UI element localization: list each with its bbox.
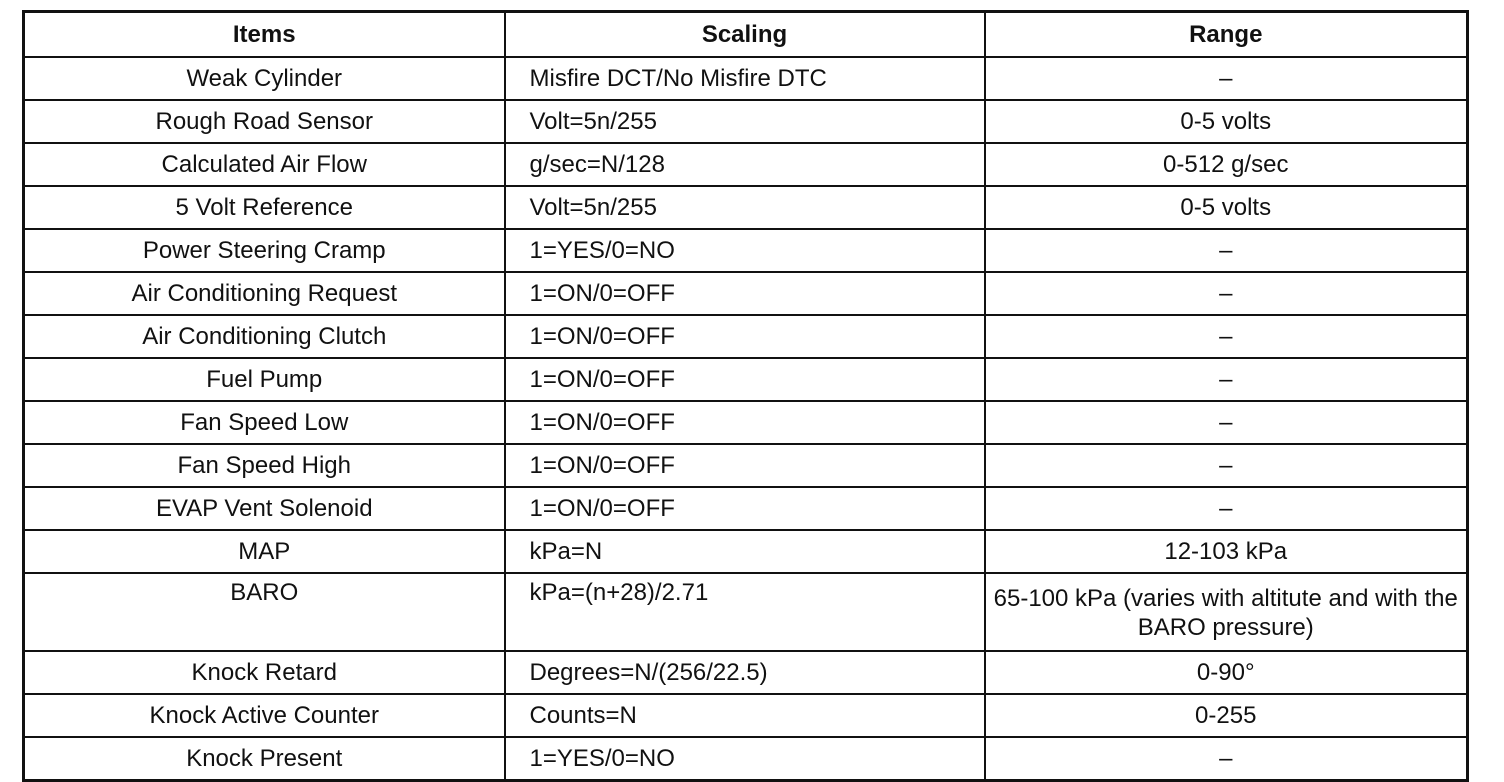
table-row: [24, 573, 1468, 651]
range-cell: –: [985, 229, 1468, 272]
range-cell: –: [985, 315, 1468, 358]
table-row: [24, 444, 1468, 487]
scaling-cell: 1=YES/0=NO: [505, 229, 985, 272]
item-cell: Knock Present: [24, 737, 505, 781]
item-cell: MAP: [24, 530, 505, 573]
range-cell: –: [985, 401, 1468, 444]
range-cell: –: [985, 444, 1468, 487]
item-cell: Fan Speed High: [24, 444, 505, 487]
scaling-cell: 1=ON/0=OFF: [505, 315, 985, 358]
scaling-cell: 1=ON/0=OFF: [505, 272, 985, 315]
item-cell: Air Conditioning Clutch: [24, 315, 505, 358]
range-cell: 0-512 g/sec: [985, 143, 1468, 186]
range-cell: 0-90°: [985, 651, 1468, 694]
range-cell: 0-5 volts: [985, 186, 1468, 229]
scaling-cell: Volt=5n/255: [505, 186, 985, 229]
range-cell: –: [985, 487, 1468, 530]
range-cell: –: [985, 737, 1468, 781]
table-row: [24, 57, 1468, 100]
range-cell: 12-103 kPa: [985, 530, 1468, 573]
column-header-range: Range: [985, 12, 1468, 58]
scaling-cell: kPa=N: [505, 530, 985, 573]
table-row: [24, 100, 1468, 143]
item-cell: Weak Cylinder: [24, 57, 505, 100]
table-row: [24, 186, 1468, 229]
item-cell: 5 Volt Reference: [24, 186, 505, 229]
table-row: [24, 143, 1468, 186]
scaling-cell: Degrees=N/(256/22.5): [505, 651, 985, 694]
scaling-cell: 1=ON/0=OFF: [505, 401, 985, 444]
table-row: [24, 229, 1468, 272]
table-row: [24, 651, 1468, 694]
scaling-cell: Misfire DCT/No Misfire DTC: [505, 57, 985, 100]
table-header-row: [24, 12, 1468, 58]
item-cell: Calculated Air Flow: [24, 143, 505, 186]
table-row: [24, 487, 1468, 530]
item-cell: Rough Road Sensor: [24, 100, 505, 143]
scaling-cell: kPa=(n+28)/2.71: [505, 573, 985, 651]
table-row: [24, 358, 1468, 401]
scaling-cell: 1=ON/0=OFF: [505, 358, 985, 401]
range-cell: 0-5 volts: [985, 100, 1468, 143]
item-cell: Knock Retard: [24, 651, 505, 694]
range-cell: 0-255: [985, 694, 1468, 737]
column-header-items: Items: [24, 12, 505, 58]
range-cell: –: [985, 57, 1468, 100]
item-cell: Power Steering Cramp: [24, 229, 505, 272]
scaling-cell: Counts=N: [505, 694, 985, 737]
scaling-cell: 1=YES/0=NO: [505, 737, 985, 781]
item-cell: Air Conditioning Request: [24, 272, 505, 315]
item-cell: Knock Active Counter: [24, 694, 505, 737]
table-row: [24, 272, 1468, 315]
range-cell: 65-100 kPa (varies with altitute and with the BARO pressure): [985, 573, 1468, 651]
table-row: [24, 315, 1468, 358]
table-row: [24, 737, 1468, 781]
table-row: [24, 530, 1468, 573]
document-page: [22, 10, 1466, 782]
scaling-range-table: [22, 10, 1469, 782]
range-cell: –: [985, 358, 1468, 401]
scaling-cell: 1=ON/0=OFF: [505, 444, 985, 487]
range-cell: –: [985, 272, 1468, 315]
item-cell: EVAP Vent Solenoid: [24, 487, 505, 530]
column-header-scaling: Scaling: [505, 12, 985, 58]
item-cell: Fuel Pump: [24, 358, 505, 401]
table-row: [24, 694, 1468, 737]
scaling-cell: 1=ON/0=OFF: [505, 487, 985, 530]
scaling-cell: g/sec=N/128: [505, 143, 985, 186]
table-row: [24, 401, 1468, 444]
item-cell: BARO: [24, 573, 505, 651]
item-cell: Fan Speed Low: [24, 401, 505, 444]
scaling-cell: Volt=5n/255: [505, 100, 985, 143]
